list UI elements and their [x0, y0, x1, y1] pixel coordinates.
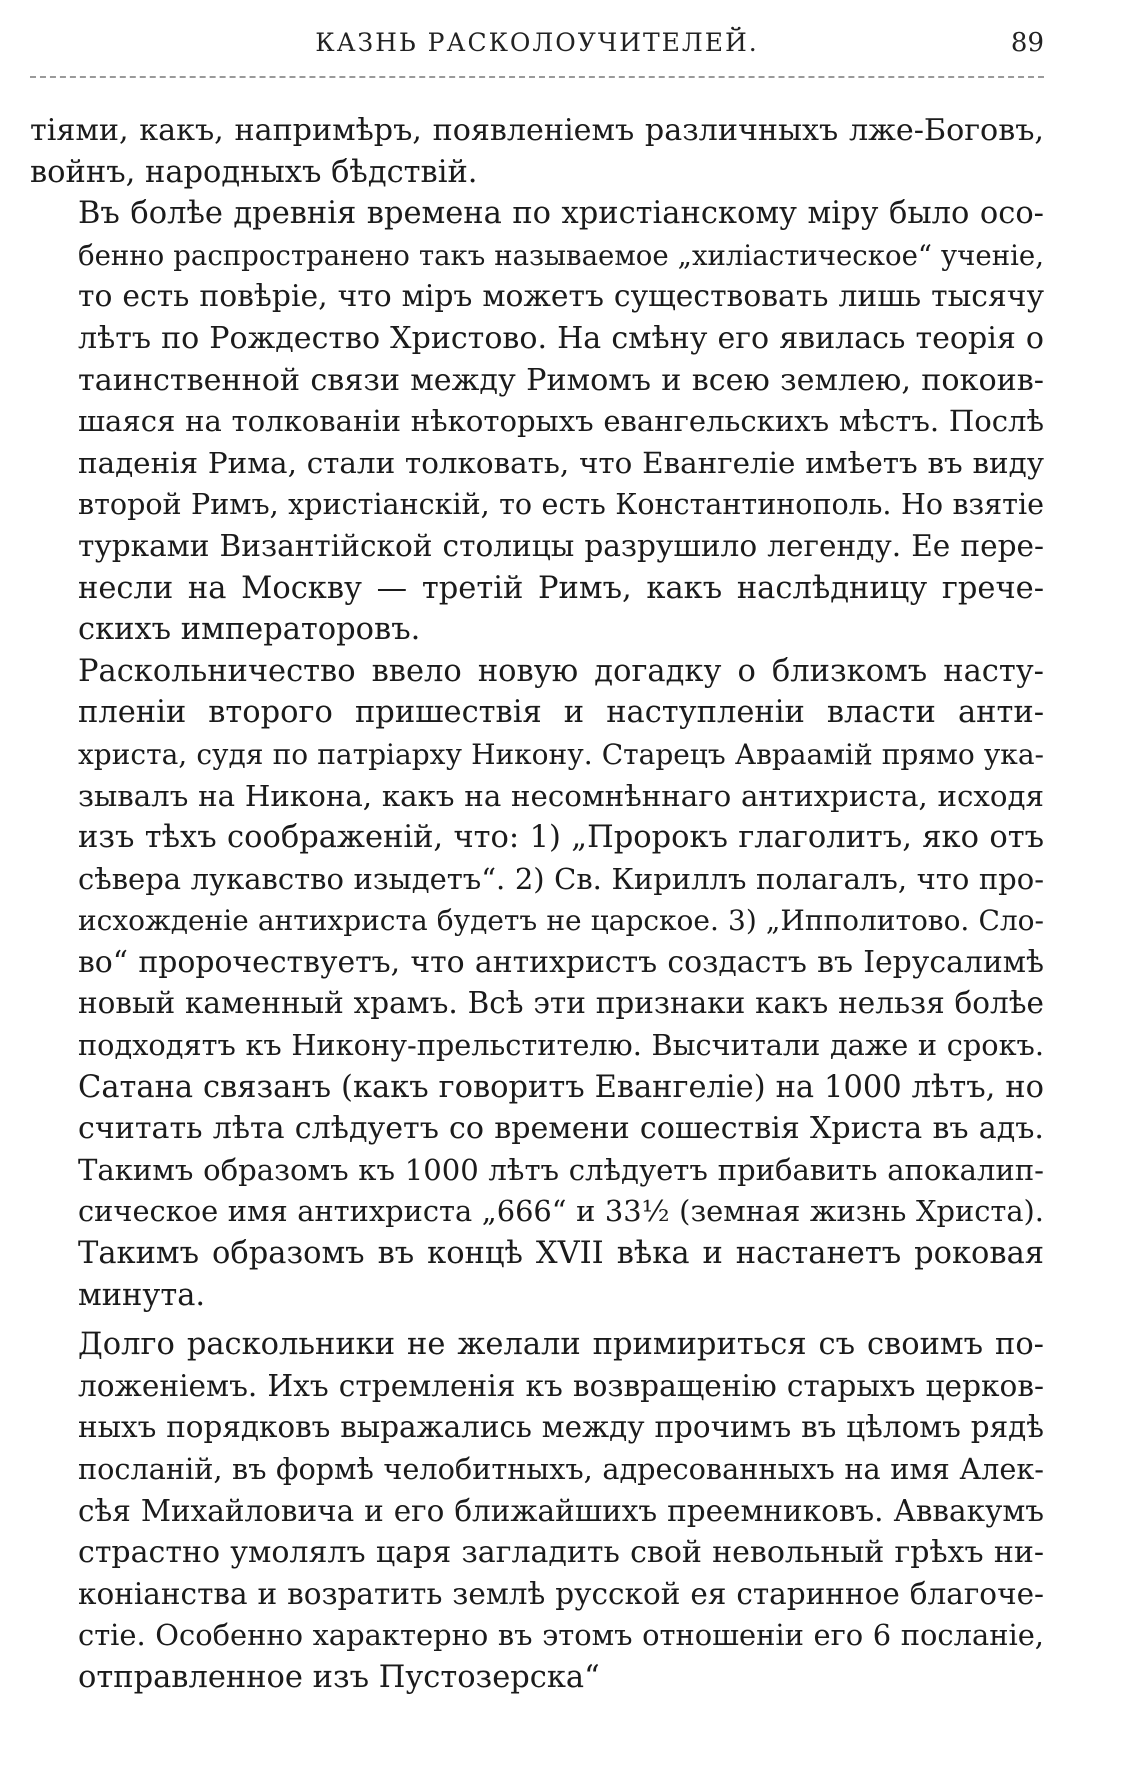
text-line: ложеніемъ. Ихъ стремленія къ возвращенію старыхъ церков- — [78, 1368, 1044, 1403]
text-line: пленіи второго пришествія и наступленіи власти анти- — [78, 695, 1044, 731]
text-line: отправленное изъ Пустозерска“ — [78, 1659, 600, 1695]
text-line: то есть повѣріе, что міръ можетъ существовать лишь тысячу — [78, 279, 1044, 315]
text-line: христа, судя по патріарху Никону. Старецъ Авраамій прямо ука- — [78, 737, 1044, 771]
text-line: Сатана связанъ (какъ говоритъ Евангеліе) на 1000 лѣтъ, но — [78, 1069, 1044, 1105]
text-line: посланій, въ формѣ челобитныхъ, адресованныхъ на имя Алек- — [78, 1452, 1044, 1486]
page-header — [30, 28, 1044, 62]
running-title: КАЗНЬ РАСКОЛОУЧИТЕЛЕЙ. — [315, 28, 759, 57]
text-line: исхожденіе антихриста будетъ не царское. 3) „Ипполитово. Сло- — [78, 904, 1044, 938]
text-line: бенно распространено такъ называемое „хиліастическое“ ученіе, — [78, 238, 1044, 272]
paragraph-chiliasm — [30, 193, 1044, 651]
text-line: изъ тѣхъ соображеній, что: 1) „Пророкъ глаголитъ, яко отъ — [78, 820, 1044, 856]
page-number: 89 — [1010, 28, 1044, 58]
text-line: считать лѣта слѣдуетъ со времени сошествія Христа въ адъ. — [78, 1111, 1044, 1147]
text-line: Долго раскольники не желали примириться съ своимъ по- — [78, 1327, 1044, 1363]
text-line: во“ пророчествуетъ, что антихристъ создастъ въ Іерусалимѣ — [78, 944, 1044, 980]
text-line: войнъ, народныхъ бѣдствій. — [30, 154, 478, 190]
header-rule — [30, 76, 1044, 78]
text-line: зывалъ на Никона, какъ на несомнѣннаго антихриста, исходя — [78, 778, 1044, 813]
body-text — [30, 110, 1044, 1699]
paragraph-continuation — [30, 110, 1044, 193]
text-line: Такимъ образомъ къ 1000 лѣтъ слѣдуетъ прибавить апокалип- — [78, 1152, 1044, 1187]
text-line: Такимъ образомъ въ концѣ XVII вѣка и настанетъ роковая — [78, 1236, 1044, 1272]
text-line: страстно умолялъ царя загладить свой невольный грѣхъ ни- — [78, 1535, 1044, 1571]
text-line: ныхъ порядковъ выражались между прочимъ въ цѣломъ рядѣ — [78, 1410, 1044, 1445]
text-line: турками Византійской столицы разрушило легенду. Ее пере- — [78, 528, 1044, 563]
text-line: скихъ императоровъ. — [78, 612, 421, 648]
paragraph-antichrist — [30, 651, 1044, 1317]
text-line: Въ болѣе древнія времена по христіанскому міру было осо- — [78, 196, 1044, 232]
text-line: сѣвера лукавство изыдетъ“. 2) Св. Кириллъ полагалъ, что про- — [78, 861, 1044, 896]
text-line: таинственной связи между Римомъ и всею землею, покоив- — [78, 362, 1044, 398]
paragraph-petitions — [30, 1324, 1044, 1698]
text-line: несли на Москву — третій Римъ, какъ наслѣдницу грече- — [78, 570, 1044, 606]
text-line: сѣя Михайловича и его ближайшихъ преемниковъ. Аввакумъ — [78, 1493, 1044, 1528]
text-line: тіями, какъ, напримѣръ, появленіемъ различныхъ лже-Боговъ, — [30, 113, 1044, 148]
text-line: минута. — [78, 1277, 206, 1313]
text-line: сическое имя антихриста „666“ и 33½ (земная жизнь Христа). — [78, 1194, 1044, 1229]
text-line: стіе. Особенно характерно въ этомъ отношеніи его 6 посланіе, — [78, 1618, 1044, 1653]
text-line: паденія Рима, стали толковать, что Евангеліе имѣетъ въ виду — [78, 445, 1044, 480]
text-line: Раскольничество ввело новую догадку о близкомъ насту- — [78, 653, 1044, 689]
text-line: лѣтъ по Рождество Христово. На смѣну его явилась теорія о — [78, 320, 1044, 356]
text-line: коніанства и возратить землѣ русской ея старинное благоче- — [78, 1576, 1044, 1611]
text-line: второй Римъ, христіанскій, то есть Константинополь. Но взятіе — [78, 487, 1044, 522]
text-line: шаяся на толкованіи нѣкоторыхъ евангельскихъ мѣстъ. Послѣ — [78, 404, 1044, 439]
text-line: новый каменный храмъ. Всѣ эти признаки какъ нельзя болѣе — [78, 986, 1044, 1021]
text-line: подходятъ къ Никону-прельстителю. Высчитали даже и срокъ. — [78, 1028, 1044, 1063]
